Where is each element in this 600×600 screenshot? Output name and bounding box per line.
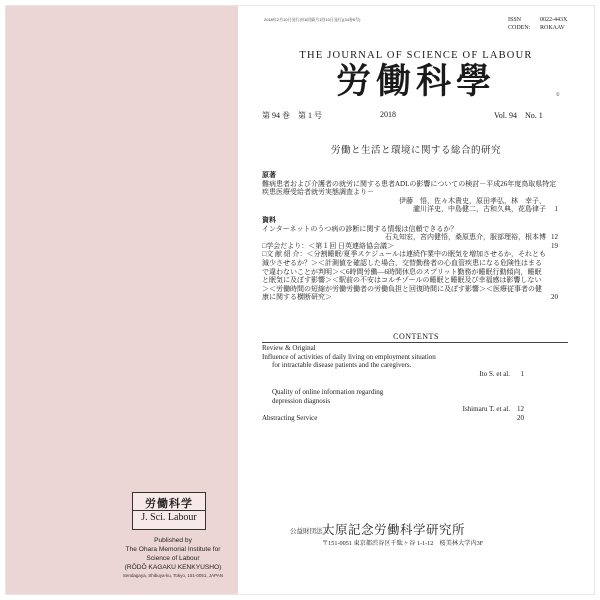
journal-subtitle: 労働と生活と環境に関する総合的研究 — [330, 146, 501, 156]
toc-en-author: Ito S. et al. — [479, 370, 510, 379]
coden-label: CODEN: — [508, 25, 531, 31]
toc-en-author: Ishimaru T. et al. — [462, 405, 510, 414]
toc-en-author-row — [262, 405, 524, 414]
issn-block — [508, 16, 572, 32]
journal-title-jp: 労働科學 — [335, 62, 496, 101]
org-address: 〒151-0051 東京都渋谷区千駄ヶ谷 1-1-12 桜美林大学内3F — [322, 540, 484, 547]
org-name: 大原記念労働科学研究所 — [322, 523, 466, 537]
journal-cover — [6, 6, 594, 594]
coden-value: ROKAAV — [540, 25, 565, 31]
toc-en-abstracting: Abstracting Service — [262, 413, 318, 422]
publisher-block — [98, 536, 248, 579]
contents-heading: CONTENTS — [393, 332, 439, 341]
toc-en-title-line: depression diagnosis — [272, 396, 331, 405]
toc-article-title: 難病患者および介護者の就労に関する患者ADLの影響についての検討－平成26年度鳥取県特定疾患医療受給者就労実態調査より－ — [262, 179, 557, 197]
publisher-line: The Ohara Memorial Institute for — [125, 546, 221, 553]
registered-mark-icon: © — [556, 93, 560, 98]
toc-page-number: 12 — [551, 233, 558, 242]
issue-date-note: 2018年2月10日発行(年6回隔月1回10日発行)(34巻6号) — [264, 17, 361, 22]
toc-article-authors — [262, 233, 558, 242]
toc-en-title-line: for intractable disease patients and the caregivers. — [272, 361, 412, 370]
issn-label: ISSN — [508, 17, 522, 23]
toc-en-page: 20 — [517, 413, 524, 422]
toc-en-title-line: Quality of online information regarding — [272, 387, 384, 396]
toc-authors-text: 瀧川洋史，中島健二，古和久典，花島律子 — [413, 205, 546, 214]
org-type-label: 公益財団法人 — [290, 528, 329, 535]
toc-item-text: ＜分割睡眠/夏季スケジュールは連続作業中の眠気を増加させるか，それとも減少させるか？＞＜計測値を確認した場合，交替勤務者の心血管疾患になる危険性はまるで違わないことが判明＞＜6時間労働―6時間休息のスプリット勤務が睡眠行動傾向，睡眠と眠気に及ぼす影響＞＜駅前の不安はコルチゾールの睡眠と睡眠及び幸福感は影響しない＞＜労働時間の短縮が労働労働者の労働負担と回復時間に及ぼす影響＞＜医療従事者の健康に関する横断研究＞ — [262, 250, 547, 302]
journal-title-en: THE JOURNAL OF SCIENCE OF LABOUR — [299, 50, 533, 61]
toc-authors-text: 石丸知宏，宮内健悟，桑原恵介，服部理裕，根本博 — [385, 233, 546, 242]
cover-main-panel — [238, 6, 594, 594]
toc-item-text: □学会だより：＜第１回 日英連絡協会議＞ — [262, 241, 394, 250]
toc-page-number: 1 — [554, 205, 558, 214]
journal-logo-box — [132, 492, 206, 530]
logo-jp: 労働科学 — [133, 495, 205, 511]
toc-en-page: 1 — [520, 370, 524, 379]
toc-section-original: 原著 — [262, 171, 276, 179]
issn-value: 0022-443X — [540, 17, 568, 23]
cover-spine-panel — [6, 6, 238, 594]
publisher-line: Science of Labour — [146, 555, 200, 562]
volume-jp: 第 94 巻 第 1 号 — [262, 111, 322, 120]
toc-section-material: 資料 — [262, 215, 276, 224]
publisher-line: Published by — [154, 537, 192, 544]
toc-en-title-line: Influence of activities of daily living on employment situation — [262, 352, 436, 361]
logo-en: J. Sci. Labour — [141, 512, 197, 523]
issue-year: 2018 — [380, 110, 396, 119]
toc-article-title: インターネットのうつ病の診断に関する情報は信頼できるか？ — [262, 224, 458, 233]
toc-page-number: 20 — [551, 293, 558, 302]
toc-japanese — [262, 171, 558, 302]
toc-article-authors: 伊藤 悟，佐々木貴史，原田孝弘，林 幸子， — [399, 196, 546, 205]
toc-en-section: Review & Original — [262, 344, 316, 352]
volume-en: Vol. 94 No. 1 — [494, 111, 543, 120]
publisher-line: (RŌDŌ KAGAKU KENKYUSHO) — [124, 564, 222, 571]
toc-en-author-row — [262, 370, 524, 379]
toc-item-label: □文 献 紹 介： — [262, 250, 307, 259]
publisher-address: Sendagaya, Shibuya-ku, Tokyo, 151-0051, JAPAN — [122, 573, 224, 578]
contents-rule — [262, 342, 568, 343]
toc-item-literature — [262, 250, 558, 302]
toc-english — [262, 344, 524, 423]
toc-en-abstracting-row — [262, 414, 524, 423]
toc-en-page: 12 — [517, 405, 524, 414]
toc-page-number: 19 — [551, 241, 558, 250]
toc-article-authors — [262, 205, 558, 214]
